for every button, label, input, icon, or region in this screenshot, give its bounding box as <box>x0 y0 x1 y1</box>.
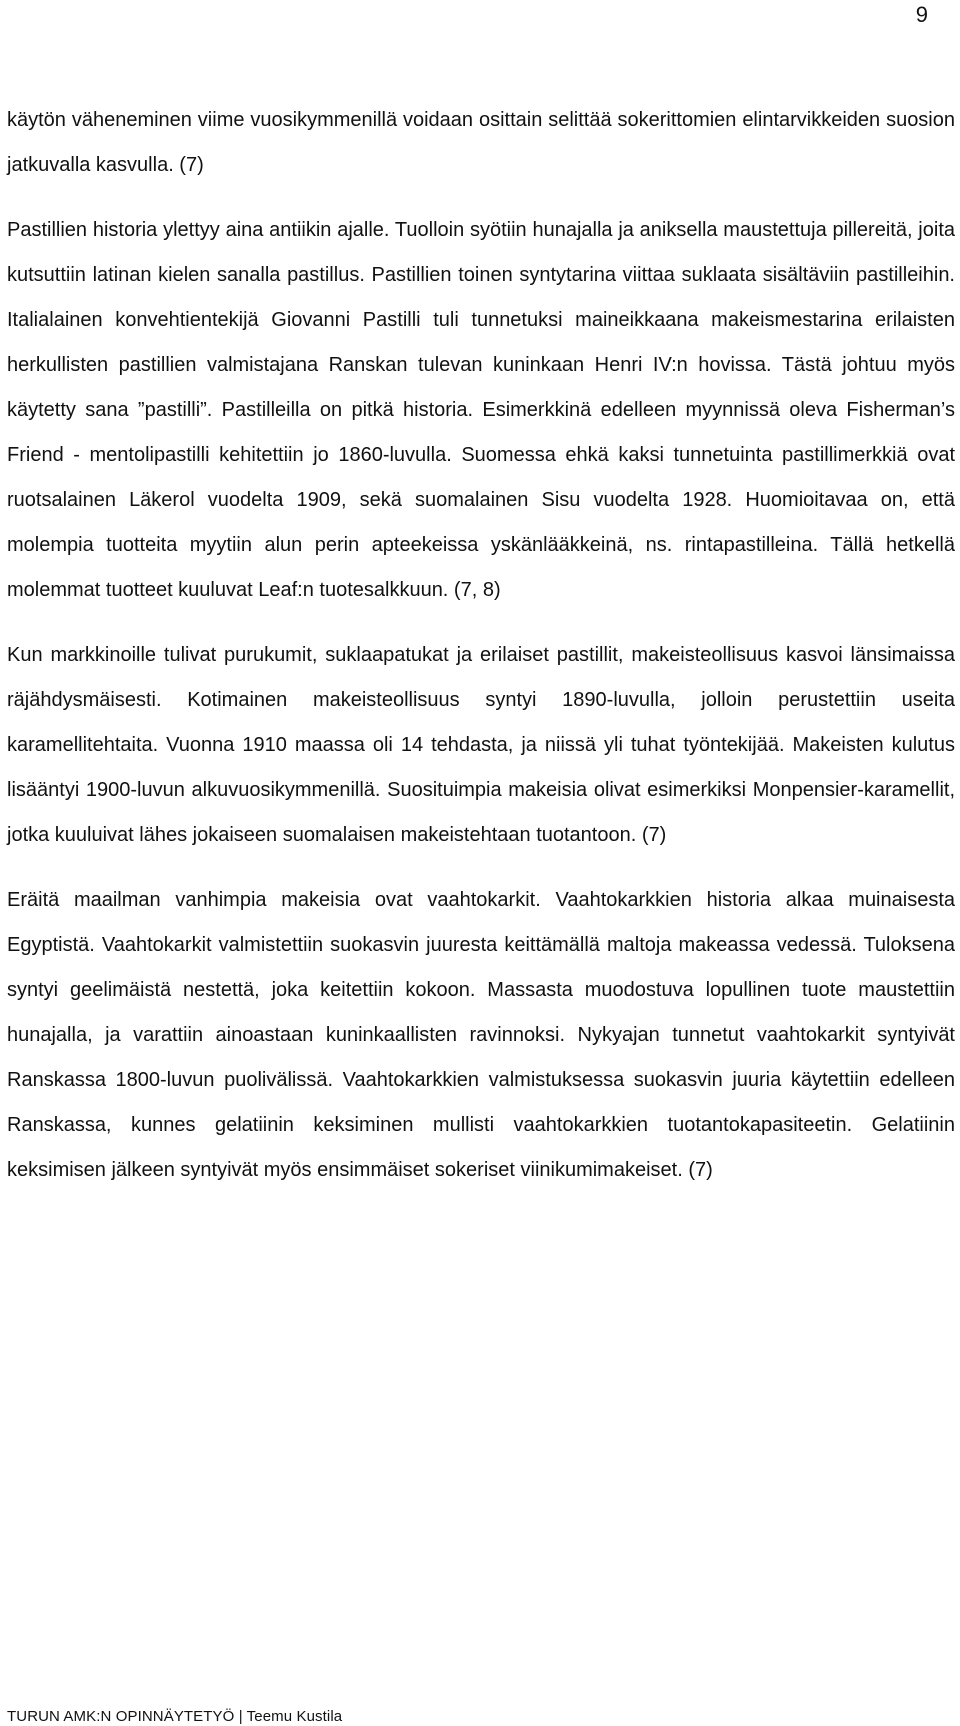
paragraph: Eräitä maailman vanhimpia makeisia ovat vaahtokarkit. Vaahtokarkkien historia alkaa muinaisesta Egyptistä. Vaahtokarkit valmistettiin suokasvin juuresta keittämällä maltoja makeassa vedessä. Tuloksena syntyi geelimäistä nestettä, joka keitettiin kokoon. Massasta muodostuva lopullinen tuote maustettiin hunajalla, ja varattiin ainoastaan kuninkaallisten ravinnoksi. Nykyajan tunnetut vaahtokarkit syntyivät Ranskassa 1800-luvun puolivälissä. Vaahtokarkkien valmistuksessa suokasvin juuria käytettiin edelleen Ranskassa, kunnes gelatiinin keksiminen mullisti vaahtokarkkien tuotantokapasiteetin. Gelatiinin keksimisen jälkeen syntyivät myös ensimmäiset sokeriset viinikumimakeiset. (7) <box>7 889 955 1181</box>
document-body <box>7 98 955 1193</box>
paragraph: käytön väheneminen viime vuosikymmenillä voidaan osittain selittää sokerittomien elintarvikkeiden suosion jatkuvalla kasvulla. (7) <box>7 109 955 176</box>
paragraph: Pastillien historia ylettyy aina antiikin ajalle. Tuolloin syötiin hunajalla ja aniksella maustettuja pillereitä, joita kutsuttiin latinan kielen sanalla pastillus. Pastillien toinen syntytarina viittaa suklaata sisältäviin pastilleihin. Italialainen konvehtientekijä Giovanni Pastilli tuli tunnetuksi maineikkaana makeismestarina erilaisten herkullisten pastillien valmistajana Ranskan tulevan kuninkaan Henri IV:n hovissa. Tästä johtuu myös käytetty sana ”pastilli”. Pastilleilla on pitkä historia. Esimerkkinä edelleen myynnissä oleva Fisherman’s Friend - mentolipastilli kehitettiin jo 1860-luvulla. Suomessa ehkä kaksi tunnetuinta pastillimerkkiä ovat ruotsalainen Läkerol vuodelta 1909, sekä suomalainen Sisu vuodelta 1928. Huomioitavaa on, että molempia tuotteita myytiin alun perin apteekeissa yskänlääkkeinä, ns. rintapastilleina. Tällä hetkellä molemmat tuotteet kuuluvat Leaf:n tuotesalkkuun. (7, 8) <box>7 219 955 601</box>
page-footer: TURUN AMK:N OPINNÄYTETYÖ | Teemu Kustila <box>7 1708 343 1725</box>
page-number: 9 <box>915 2 928 27</box>
paragraph: Kun markkinoille tulivat purukumit, suklaapatukat ja erilaiset pastillit, makeisteollisuus kasvoi länsimaissa räjähdysmäisesti. Kotimainen makeisteollisuus syntyi 1890-luvulla, jolloin perustettiin useita karamellitehtaita. Vuonna 1910 maassa oli 14 tehdasta, ja niissä yli tuhat työntekijää. Makeisten kulutus lisääntyi 1900-luvun alkuvuosikymmenillä. Suosituimpia makeisia olivat esimerkiksi Monpensier-karamellit, jotka kuuluivat lähes jokaiseen suomalaisen makeistehtaan tuotantoon. (7) <box>7 644 955 846</box>
